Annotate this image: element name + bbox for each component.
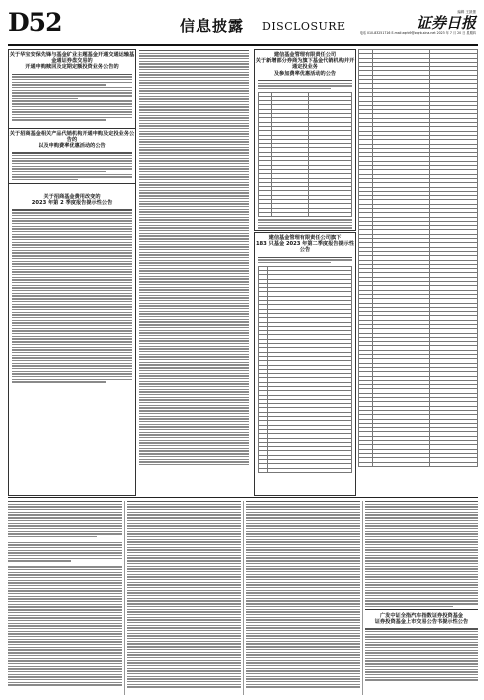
article-title: 建信基金管理有限责任公司旗下 183 只基金 2023 年第二季度报告提示性公告 — [255, 235, 355, 254]
article-body — [9, 209, 135, 382]
bottom-text-column-3 — [246, 501, 360, 695]
bottom-text-column-2 — [127, 501, 241, 695]
masthead-rule — [8, 44, 478, 46]
masthead — [0, 0, 484, 44]
article-title: 关于华宝安保先锋与基金矿业主题基金开通交通运输基金通证券盘交易的 开通申购赎回及定期定额投资业务公告的 — [9, 52, 135, 71]
fund-table — [358, 49, 478, 467]
article-body — [255, 257, 355, 264]
article-body — [138, 49, 250, 468]
article-box-lower — [254, 232, 356, 496]
agency-table — [255, 91, 355, 219]
article-body — [255, 80, 355, 89]
article-body — [9, 152, 135, 180]
section-divider — [8, 497, 478, 498]
bottom-text-column-4 — [365, 501, 478, 695]
section-title: 信息披露 — [180, 17, 245, 35]
masthead-info — [360, 10, 476, 36]
article-title: 建信基金管理有限责任公司 关于新增部分券商为旗下基金代销机构并开通定投业务 及参加费率优惠活动的公告 — [255, 52, 355, 77]
fund-table-column — [358, 49, 478, 494]
article-body — [255, 218, 355, 231]
fund-list-table — [255, 265, 355, 474]
editor-line: 编辑 王凯蕾 — [457, 10, 476, 14]
section-title-en: DISCLOSURE — [262, 20, 346, 33]
article-body — [9, 74, 135, 126]
article-column-left — [8, 49, 136, 496]
article-box-upper — [254, 49, 356, 231]
article-title: 关于招商基金费用改变的 2023 年第 2 季度报告提示性公告 — [31, 194, 113, 207]
contact-line: 电话 010-83251716 E-mail:zqrb9@zqrb.sina.net 2023 年 7 月 20 日 星期四 — [359, 31, 476, 35]
newspaper-logo: 证券日报 — [415, 14, 476, 32]
article-title: 广发中证全指汽车指数证券投资基金 证券投资基金上市交易公告书提示性公告 — [374, 612, 469, 625]
bottom-text-column-1 — [8, 501, 122, 695]
article-column-mid — [138, 49, 250, 494]
page-number: D52 — [8, 8, 62, 37]
article-title: 关于招商基金相关产品代销机构开通申购及定投业务公告的 以及申购费率优惠活动的公告 — [9, 130, 135, 149]
